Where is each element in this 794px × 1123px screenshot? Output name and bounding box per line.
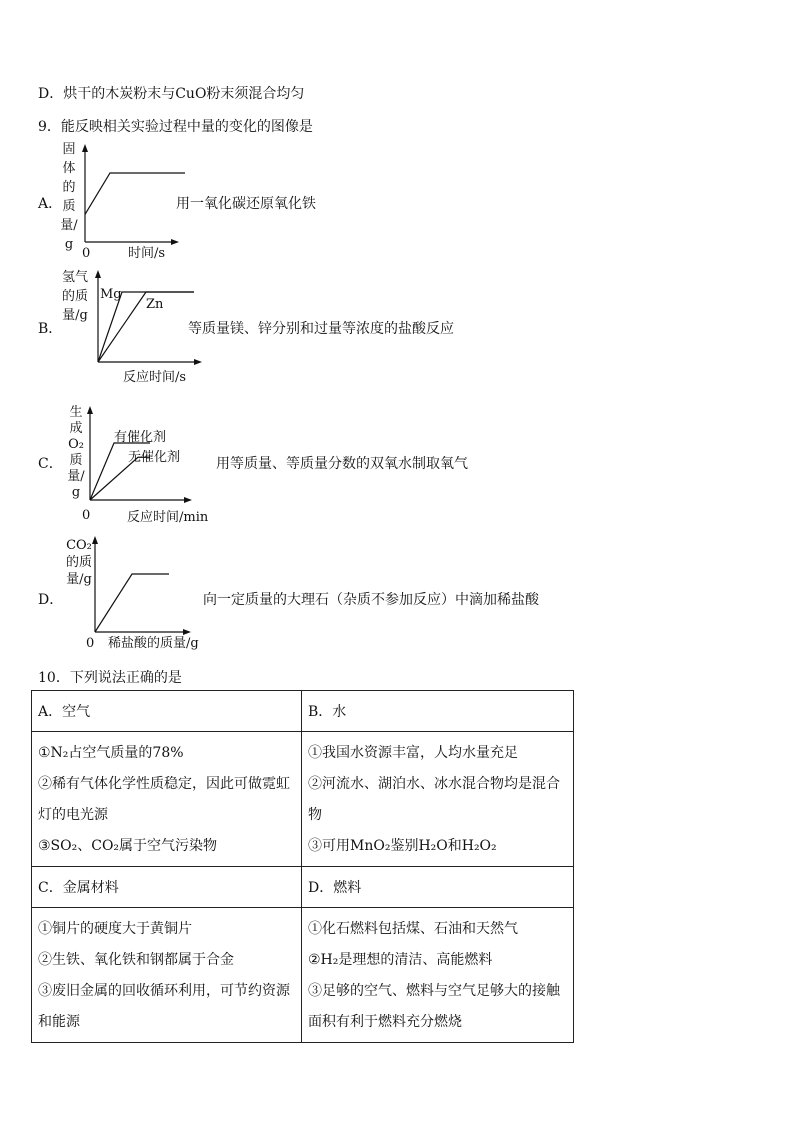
q9-b-series-zn: Zn (146, 297, 164, 312)
q10-cell-b (302, 732, 574, 867)
q9-option-a-letter: A． (38, 196, 63, 212)
q9-c-origin: 0 (82, 508, 91, 523)
q10-cell-a (32, 732, 302, 867)
q10-cell-d (302, 908, 574, 1043)
q10-c-item-2: ②生铁、氧化铁和钢都属于合金 (38, 952, 234, 968)
q9-a-xlabel: 时间/s (128, 246, 166, 261)
q10-c-item-3: ③废旧金属的回收循环利用，可节约资源和能源 (38, 983, 290, 1030)
q9-d-ylabel: CO₂的质量/g (66, 538, 93, 587)
q9-c-series-no-catalyst: 无催化剂 (128, 450, 181, 465)
q10-head-b: B．水 (302, 691, 574, 732)
q9-option-b-letter: B． (38, 321, 63, 337)
q10-b-item-2: ②河流水、湖泊水、冰水混合物均是混合物 (308, 776, 560, 823)
q9-option-d-letter: D． (38, 592, 64, 608)
q9-c-ylabel: 生成O₂质量/g (67, 405, 85, 500)
q9-b-xlabel: 反应时间/s (123, 370, 187, 385)
q9-a-ylabel: 固体的质量/g (60, 142, 78, 252)
q10-head-c: C．金属材料 (32, 867, 302, 908)
q10-a-item-1: ①N₂占空气质量的78% (38, 745, 184, 761)
q9-d-origin: 0 (86, 636, 95, 651)
q10-head-d: D．燃料 (302, 867, 574, 908)
q9-a-origin: 0 (82, 246, 91, 261)
q9-c-xlabel: 反应时间/min (127, 510, 209, 525)
q10-table (31, 690, 574, 1043)
q10-stem: 10．下列说法正确的是 (38, 670, 182, 686)
q10-d-item-3: ③足够的空气、燃料与空气足够大的接触面积有利于燃料充分燃烧 (308, 983, 560, 1030)
q9-c-desc: 用等质量、等质量分数的双氧水制取氧气 (216, 456, 468, 472)
q9-stem: 9．能反映相关实验过程中量的变化的图像是 (38, 119, 313, 135)
q10-a-item-2: ②稀有气体化学性质稳定，因此可做霓虹灯的电光源 (38, 776, 290, 823)
q9-c-series-catalyst: 有催化剂 (114, 430, 167, 445)
q8-option-d: D．烘干的木炭粉末与CuO粉末须混合均匀 (38, 86, 305, 102)
q9-d-x-arrow (183, 629, 191, 635)
q10-d-item-2: ②H₂是理想的清洁、高能燃料 (308, 952, 493, 968)
q10-d-item-1: ①化石燃料包括煤、石油和天然气 (308, 921, 518, 937)
q9-b-series-mg: Mg (100, 287, 122, 302)
q9-d-desc: 向一定质量的大理石（杂质不参加反应）中滴加稀盐酸 (203, 592, 539, 608)
q9-d-y-arrow (92, 536, 98, 544)
q9-b-ylabel: 氢气的质量/g (61, 270, 88, 323)
q10-a-item-3: ③SO₂、CO₂属于空气污染物 (38, 838, 218, 854)
q9-option-c-letter: C． (38, 456, 63, 472)
q10-head-a: A．空气 (32, 691, 302, 732)
q10-cell-c (32, 908, 302, 1043)
q9-a-desc: 用一氧化碳还原氧化铁 (176, 196, 316, 212)
q10-b-item-3: ③可用MnO₂鉴别H₂O和H₂O₂ (308, 838, 497, 854)
q9-d-series-1-line (95, 574, 169, 632)
q10-c-item-1: ①铜片的硬度大于黄铜片 (38, 921, 192, 937)
q9-d-xlabel: 稀盐酸的质量/g (108, 636, 199, 651)
q9-b-desc: 等质量镁、锌分别和过量等浓度的盐酸反应 (188, 321, 454, 337)
q10-b-item-1: ①我国水资源丰富，人均水量充足 (308, 745, 518, 761)
